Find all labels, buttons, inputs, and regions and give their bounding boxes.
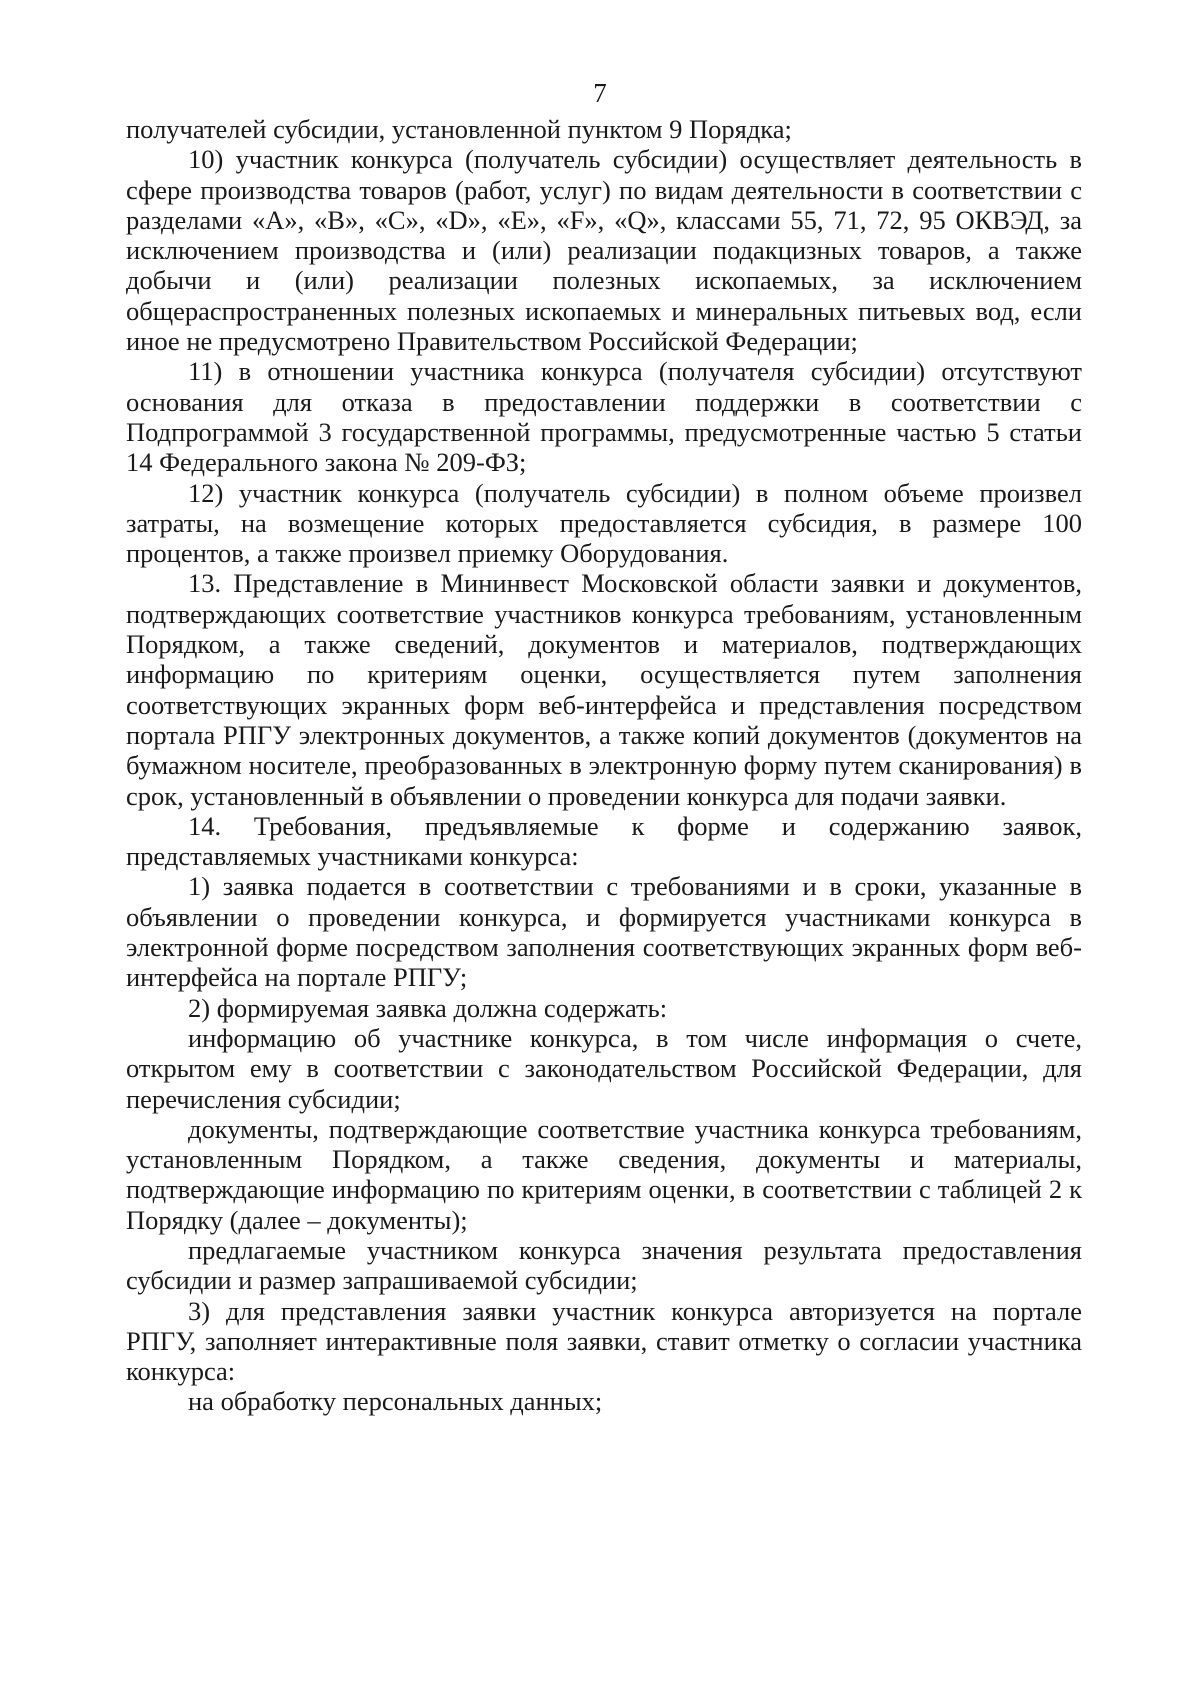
paragraph: 2) формируемая заявка должна содержать: — [188, 992, 668, 1023]
document-body — [126, 114, 1082, 1417]
paragraph: предлагаемые участником конкурса значения результата предоставления субсидии и размер запрашиваемой субсидии; — [126, 1234, 1082, 1296]
page-number: 7 — [593, 78, 607, 108]
paragraph: 13. Представление в Мининвест Московской области заявки и документов, подтверждающих соответствие участников конкурса требованиям, установленным Порядком, а также сведений, документов и материалов, подтверждающих информацию по критериям оценки, осуществляется путем заполнения соответствующих экранных форм веб-интерфейса и представления посредством портала РПГУ электронных документов, а также копий документов (документов на бумажном носителе, преобразованных в электронную форму путем сканирования) в срок, установленный в объявлении о проведении конкурса для подачи заявки. — [126, 568, 1082, 811]
paragraph: документы, подтверждающие соответствие участника конкурса требованиям, установленным Порядком, а также сведения, документы и материалы, подтверждающие информацию по критериям оценки, в соответствии с таблицей 2 к Порядку (далее – документы); — [126, 1113, 1082, 1235]
paragraph: 14. Требования, предъявляемые к форме и содержанию заявок, представляемых участниками конкурса: — [126, 810, 1082, 872]
paragraph: 11) в отношении участника конкурса (получателя субсидии) отсутствуют основания для отказа в предоставлении поддержки в соответствии с Подпрограммой 3 государственной программы, предусмотренные частью 5 статьи 14 Федерального закона № 209-ФЗ; — [126, 356, 1082, 478]
paragraph: 10) участник конкурса (получатель субсидии) осуществляет деятельность в сфере производства товаров (работ, услуг) по видам деятельности в соответствии с разделами «A», «B», «C», «D», «E», «F», «Q», классами 55, 71, 72, 95 ОКВЭД, за исключением производства и (или) реализации подакцизных товаров, а также добычи и (или) реализации полезных ископаемых, за исключением общераспространенных полезных ископаемых и минеральных питьевых вод, если иное не предусмотрено Правительством Российской Федерации; — [126, 144, 1082, 357]
paragraph: 12) участник конкурса (получатель субсидии) в полном объеме произвел затраты, на возмещение которых предоставляется субсидия, в размере 100 процентов, а также произвел приемку Оборудования. — [126, 477, 1082, 569]
paragraph: получателей субсидии, установленной пунктом 9 Порядка; — [126, 114, 792, 144]
paragraph: 3) для представления заявки участник конкурса авторизуется на портале РПГУ, заполняет интерактивные поля заявки, ставит отметку о согласии участника конкурса: — [126, 1295, 1082, 1387]
paragraph: 1) заявка подается в соответствии с требованиями и в сроки, указанные в объявлении о проведении конкурса, и формируется участниками конкурса в электронной форме посредством заполнения соответствующих экранных форм веб-интерфейса на портале РПГУ; — [126, 871, 1082, 993]
paragraph: информацию об участнике конкурса, в том числе информация о счете, открытом ему в соответствии с законодательством Российской Федерации, для перечисления субсидии; — [126, 1022, 1082, 1114]
paragraph: на обработку персональных данных; — [188, 1386, 603, 1417]
